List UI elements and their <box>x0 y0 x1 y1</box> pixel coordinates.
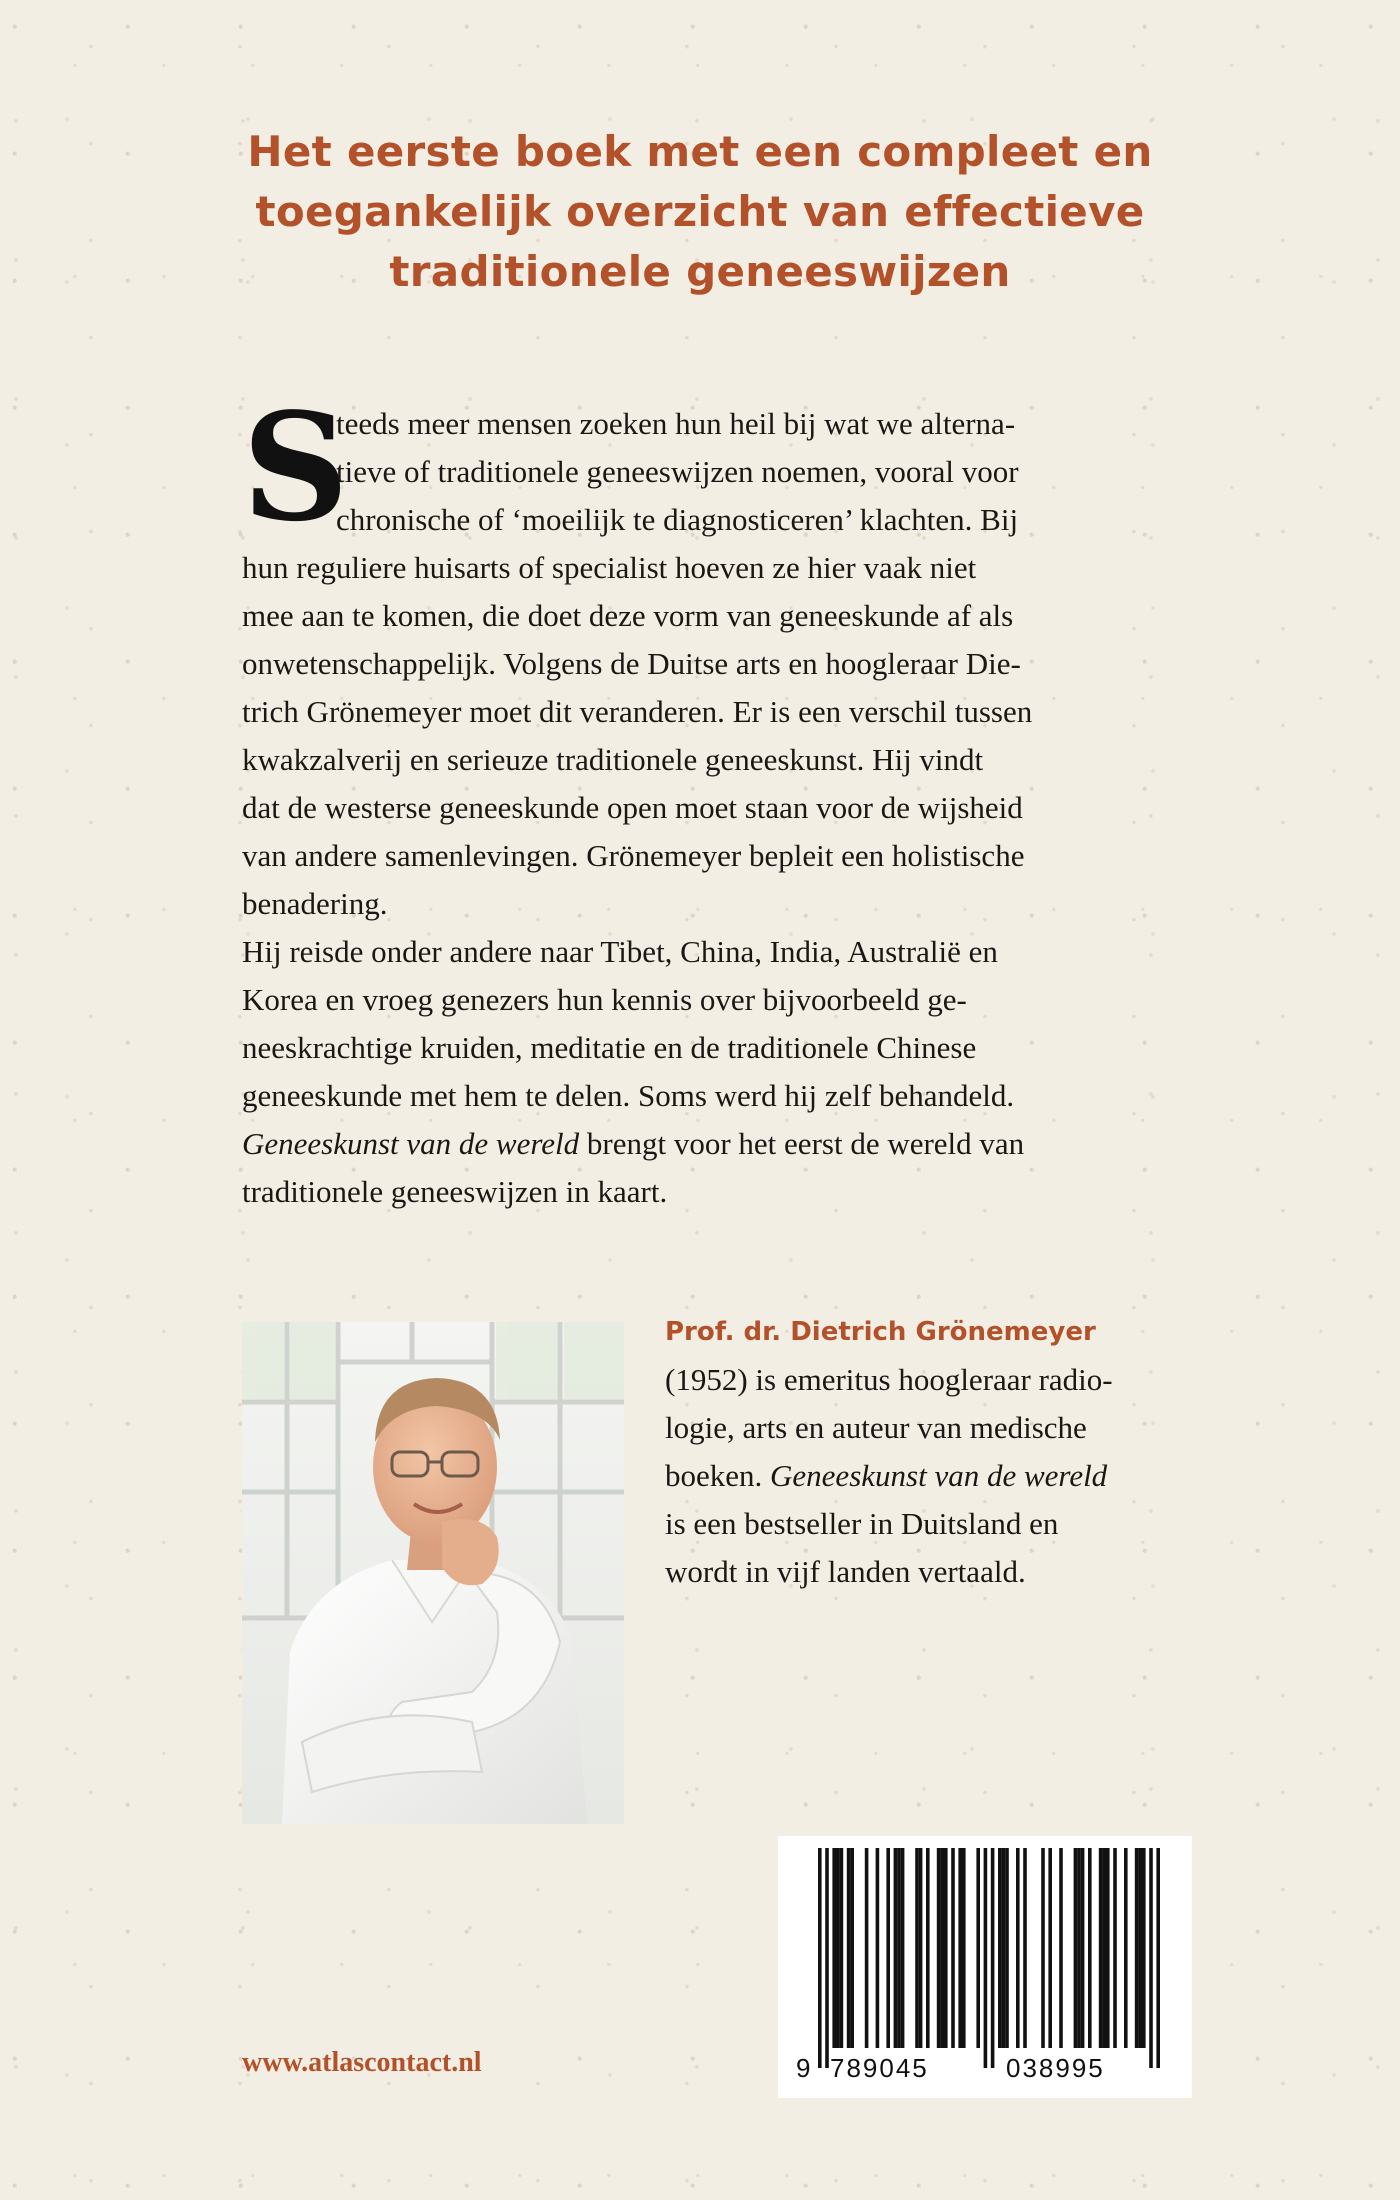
barcode-bar <box>865 1848 869 2048</box>
barcode-bar <box>832 1848 836 2048</box>
barcode-bar <box>1041 1848 1045 2048</box>
barcode-bar <box>894 1848 898 2048</box>
barcode-group-left: 789045 <box>830 2053 929 2083</box>
barcode-bar <box>1088 1848 1092 2048</box>
barcode-bar <box>876 1848 880 2048</box>
barcode-bar <box>1099 1848 1103 2048</box>
barcode-bar <box>915 1848 919 2048</box>
barcode-bar <box>919 1848 923 2048</box>
barcode-bar <box>1016 1848 1020 2048</box>
blurb-line: teeds meer mensen zoeken hun heil bij wat we alterna- <box>336 406 1016 441</box>
barcode-bar <box>1023 1848 1027 2048</box>
author-portrait-image <box>242 1322 624 1824</box>
barcode-bar <box>962 1848 966 2048</box>
barcode-bar <box>850 1848 854 2048</box>
blurb-line: Hij reisde onder andere naar Tibet, China, India, Australië en <box>242 934 998 969</box>
barcode-bar <box>840 1848 844 2048</box>
blurb-line: tieve of traditionele geneeswijzen noemen, vooral voor <box>336 454 1019 489</box>
bio-line <box>665 1452 1225 1500</box>
barcode-bar <box>937 1848 941 2048</box>
blurb-line: Korea en vroeg genezers hun kennis over bijvoorbeeld ge- <box>242 982 967 1017</box>
headline-line: Het eerste boek met een compleet en <box>247 127 1153 176</box>
barcode-bar <box>1102 1848 1106 2048</box>
barcode-bar <box>998 1848 1002 2048</box>
bio-line: is een bestseller in Duitsland en <box>665 1506 1059 1541</box>
barcode-bar <box>926 1848 930 2048</box>
barcode-bar <box>1005 1848 1009 2048</box>
barcode-bar <box>940 1848 944 2048</box>
blurb-line: chronische of ‘moeilijk te diagnosticeren’ klachten. Bij <box>336 502 1019 537</box>
barcode-bar <box>951 1848 955 2048</box>
barcode-bar <box>1149 1848 1153 2068</box>
book-title-italic: Geneeskunst van de wereld <box>770 1458 1108 1493</box>
barcode-group-right: 038995 <box>1006 2053 1105 2083</box>
barcode-bar <box>991 1848 995 2068</box>
blurb-line: kwakzalverij en serieuze traditionele geneeskunst. Hij vindt <box>242 742 984 777</box>
blurb-line: traditionele geneeswijzen in kaart. <box>242 1174 668 1209</box>
blurb-line <box>242 1120 1170 1168</box>
blurb-line: neeskrachtige kruiden, meditatie en de traditionele Chinese <box>242 1030 977 1065</box>
barcode-bar <box>897 1848 901 2048</box>
blurb-line: onwetenschappelijk. Volgens de Duitse arts en hoogleraar Die- <box>242 646 1021 681</box>
blurb-line: van andere samenlevingen. Grönemeyer bepleit een holistische <box>242 838 1025 873</box>
barcode-bar <box>1124 1848 1128 2048</box>
barcode-bar <box>944 1848 948 2048</box>
barcode-bar <box>1156 1848 1160 2068</box>
headline-line: toegankelijk overzicht van effectieve <box>255 187 1145 236</box>
bio-line: wordt in vijf landen vertaald. <box>665 1554 1026 1589</box>
author-name: Prof. dr. Dietrich Grönemeyer <box>665 1317 1096 1347</box>
barcode-bar <box>901 1848 905 2048</box>
headline <box>190 122 1210 302</box>
author-photo <box>242 1322 624 1824</box>
barcode-bar <box>1059 1848 1063 2048</box>
barcode-bar <box>976 1848 980 2048</box>
barcode-bar <box>1142 1848 1146 2048</box>
barcode-digit-first: 9 <box>796 2053 813 2083</box>
barcode-bar <box>818 1848 822 2068</box>
blurb-line: dat de westerse geneeskunde open moet staan voor de wijsheid <box>242 790 1023 825</box>
bio-line: logie, arts en auteur van medische <box>665 1410 1087 1445</box>
barcode-bar <box>1138 1848 1142 2048</box>
blurb-line: geneeskunde met hem te delen. Soms werd hij zelf behandeld. <box>242 1078 1015 1113</box>
barcode-bar <box>1113 1848 1117 2048</box>
barcode-bar <box>886 1848 890 2048</box>
barcode-bar <box>1081 1848 1085 2048</box>
barcode-bar <box>958 1848 962 2048</box>
barcode-bar <box>836 1848 840 2048</box>
barcode-bar <box>847 1848 851 2048</box>
publisher-website-link[interactable]: www.atlascontact.nl <box>242 2047 482 2078</box>
barcode-bar <box>1074 1848 1078 2048</box>
blurb-line: trich Grönemeyer moet dit veranderen. Er is een verschil tussen <box>242 694 1033 729</box>
barcode-bar <box>1002 1848 1006 2048</box>
barcode-bar <box>1135 1848 1139 2048</box>
drop-cap: S <box>242 380 349 554</box>
barcode-bar <box>825 1848 829 2068</box>
author-bio <box>665 1308 1225 1596</box>
bio-line-start: boeken. <box>665 1458 771 1493</box>
barcode-bar <box>1106 1848 1110 2048</box>
barcode-bar <box>1077 1848 1081 2048</box>
blurb-line-rest: brengt voor het eerst de wereld van <box>579 1126 1025 1161</box>
blurb-line: mee aan te komen, die doet deze vorm van geneeskunde af als <box>242 598 1014 633</box>
blurb-line: hun reguliere huisarts of specialist hoeven ze hier vaak niet <box>242 550 977 585</box>
barcode-bar <box>1048 1848 1052 2048</box>
bio-line: (1952) is emeritus hoogleraar radio- <box>665 1362 1113 1397</box>
barcode-bar <box>984 1848 988 2068</box>
blurb-line: benadering. <box>242 886 388 921</box>
isbn-barcode <box>778 1836 1192 2098</box>
headline-line: traditionele geneeswijzen <box>389 247 1011 296</box>
book-title-italic: Geneeskunst van de wereld <box>242 1126 580 1161</box>
blurb-text <box>242 380 1170 1216</box>
